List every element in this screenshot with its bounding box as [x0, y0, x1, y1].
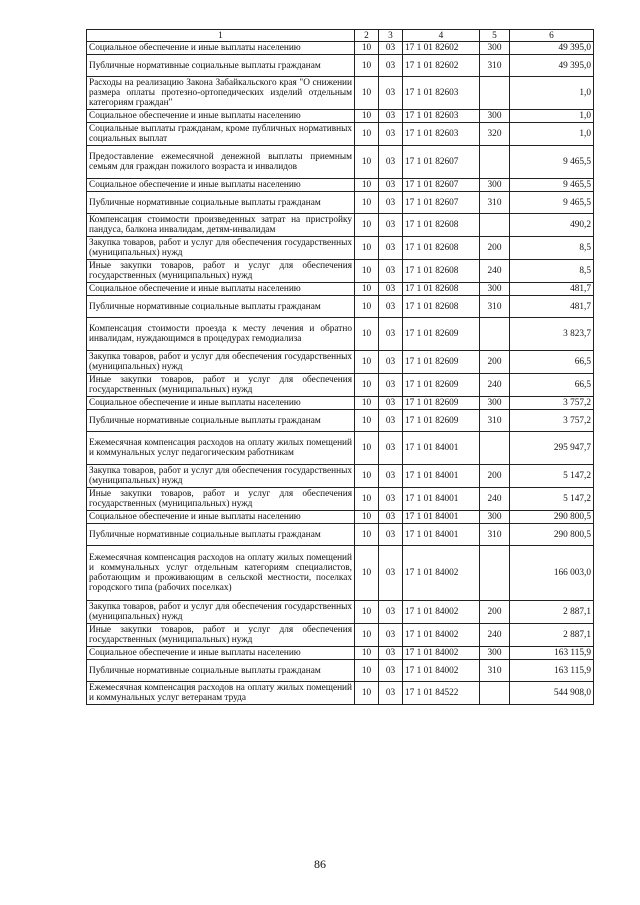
- cell-name: Публичные нормативные социальные выплаты гражданам: [87, 296, 355, 318]
- cell-name: Иные закупки товаров, работ и услуг для обеспечения государственных (муниципальных) нужд: [87, 374, 355, 397]
- cell-pr: 03: [379, 682, 403, 705]
- cell-pr: 03: [379, 465, 403, 488]
- cell-csr: 17 1 01 84002: [403, 546, 480, 601]
- cell-rz: 10: [355, 660, 379, 682]
- cell-rz: 10: [355, 110, 379, 123]
- cell-csr: 17 1 01 82602: [403, 55, 480, 77]
- cell-sum: 2 887,1: [510, 601, 594, 624]
- header-cell-csr: 4: [403, 30, 480, 42]
- cell-vr: 300: [480, 511, 510, 524]
- cell-vr: 200: [480, 351, 510, 374]
- cell-vr: 300: [480, 179, 510, 192]
- cell-rz: 10: [355, 55, 379, 77]
- cell-name: Социальное обеспечение и иные выплаты населению: [87, 511, 355, 524]
- cell-pr: 03: [379, 192, 403, 214]
- cell-sum: 8,5: [510, 260, 594, 283]
- cell-csr: 17 1 01 82603: [403, 123, 480, 146]
- cell-pr: 03: [379, 624, 403, 647]
- table-row: [87, 214, 594, 237]
- cell-pr: 03: [379, 351, 403, 374]
- header-cell-sum: 6: [510, 30, 594, 42]
- cell-name: Публичные нормативные социальные выплаты гражданам: [87, 55, 355, 77]
- cell-pr: 03: [379, 179, 403, 192]
- cell-name: Ежемесячная компенсация расходов на оплату жилых помещений и коммунальных услуг педагогическим работникам: [87, 432, 355, 465]
- cell-rz: 10: [355, 179, 379, 192]
- cell-sum: 290 800,5: [510, 524, 594, 546]
- cell-csr: 17 1 01 82609: [403, 397, 480, 410]
- cell-sum: 295 947,7: [510, 432, 594, 465]
- table-row: [87, 601, 594, 624]
- cell-name: Социальное обеспечение и иные выплаты населению: [87, 647, 355, 660]
- cell-name: Ежемесячная компенсация расходов на оплату жилых помещений и коммунальных услуг ветеранам труда: [87, 682, 355, 705]
- cell-csr: 17 1 01 82608: [403, 237, 480, 260]
- cell-sum: 290 800,5: [510, 511, 594, 524]
- cell-name: Компенсация стоимости проезда к месту лечения и обратно инвалидам, нуждающимся в процедурах гемодиализа: [87, 318, 355, 351]
- cell-rz: 10: [355, 318, 379, 351]
- cell-pr: 03: [379, 647, 403, 660]
- cell-sum: 9 465,5: [510, 192, 594, 214]
- cell-vr: 310: [480, 410, 510, 432]
- table-row: [87, 546, 594, 601]
- cell-name: Иные закупки товаров, работ и услуг для обеспечения государственных (муниципальных) нужд: [87, 260, 355, 283]
- cell-rz: 10: [355, 77, 379, 110]
- table-row: [87, 237, 594, 260]
- cell-rz: 10: [355, 488, 379, 511]
- table-row: [87, 283, 594, 296]
- cell-csr: 17 1 01 82608: [403, 283, 480, 296]
- cell-vr: 310: [480, 524, 510, 546]
- cell-name: Закупка товаров, работ и услуг для обеспечения государственных (муниципальных) нужд: [87, 465, 355, 488]
- cell-pr: 03: [379, 410, 403, 432]
- cell-csr: 17 1 01 82603: [403, 110, 480, 123]
- cell-sum: 2 887,1: [510, 624, 594, 647]
- cell-pr: 03: [379, 660, 403, 682]
- cell-vr: 310: [480, 192, 510, 214]
- cell-csr: 17 1 01 84002: [403, 660, 480, 682]
- cell-pr: 03: [379, 283, 403, 296]
- cell-pr: 03: [379, 546, 403, 601]
- cell-rz: 10: [355, 351, 379, 374]
- cell-name: Закупка товаров, работ и услуг для обеспечения государственных (муниципальных) нужд: [87, 237, 355, 260]
- cell-sum: 490,2: [510, 214, 594, 237]
- cell-vr: 200: [480, 237, 510, 260]
- table-row: [87, 682, 594, 705]
- table-row: [87, 351, 594, 374]
- cell-name: Иные закупки товаров, работ и услуг для обеспечения государственных (муниципальных) нужд: [87, 488, 355, 511]
- cell-sum: 66,5: [510, 374, 594, 397]
- cell-rz: 10: [355, 410, 379, 432]
- cell-vr: [480, 546, 510, 601]
- table-row: [87, 55, 594, 77]
- table-row: [87, 318, 594, 351]
- cell-pr: 03: [379, 524, 403, 546]
- cell-rz: 10: [355, 260, 379, 283]
- cell-sum: 3 757,2: [510, 397, 594, 410]
- cell-sum: 481,7: [510, 283, 594, 296]
- table-row: [87, 624, 594, 647]
- cell-vr: 310: [480, 296, 510, 318]
- cell-csr: 17 1 01 82607: [403, 179, 480, 192]
- cell-sum: 1,0: [510, 123, 594, 146]
- cell-csr: 17 1 01 82609: [403, 351, 480, 374]
- cell-rz: 10: [355, 397, 379, 410]
- cell-vr: 200: [480, 601, 510, 624]
- table-row: [87, 123, 594, 146]
- cell-sum: 163 115,9: [510, 647, 594, 660]
- cell-name: Публичные нормативные социальные выплаты гражданам: [87, 524, 355, 546]
- cell-sum: 9 465,5: [510, 179, 594, 192]
- table-row: [87, 296, 594, 318]
- cell-sum: 544 908,0: [510, 682, 594, 705]
- table-row: [87, 192, 594, 214]
- cell-vr: 240: [480, 488, 510, 511]
- cell-vr: 200: [480, 465, 510, 488]
- budget-table: [86, 29, 594, 705]
- cell-pr: 03: [379, 296, 403, 318]
- cell-csr: 17 1 01 84001: [403, 524, 480, 546]
- cell-sum: 5 147,2: [510, 488, 594, 511]
- page-number: 86: [314, 857, 326, 871]
- cell-csr: 17 1 01 82608: [403, 214, 480, 237]
- cell-rz: 10: [355, 511, 379, 524]
- table-row: [87, 660, 594, 682]
- cell-sum: 9 465,5: [510, 146, 594, 179]
- cell-pr: 03: [379, 110, 403, 123]
- cell-rz: 10: [355, 192, 379, 214]
- cell-pr: 03: [379, 374, 403, 397]
- cell-vr: [480, 318, 510, 351]
- cell-pr: 03: [379, 214, 403, 237]
- cell-rz: 10: [355, 374, 379, 397]
- cell-name: Публичные нормативные социальные выплаты гражданам: [87, 410, 355, 432]
- cell-rz: 10: [355, 601, 379, 624]
- header-cell-pr: 3: [379, 30, 403, 42]
- cell-rz: 10: [355, 524, 379, 546]
- cell-sum: 49 395,0: [510, 42, 594, 55]
- table-row: [87, 146, 594, 179]
- cell-name: Социальное обеспечение и иные выплаты населению: [87, 283, 355, 296]
- cell-name: Публичные нормативные социальные выплаты гражданам: [87, 660, 355, 682]
- cell-csr: 17 1 01 84001: [403, 432, 480, 465]
- cell-vr: [480, 214, 510, 237]
- cell-name: Социальное обеспечение и иные выплаты населению: [87, 397, 355, 410]
- cell-name: Публичные нормативные социальные выплаты гражданам: [87, 192, 355, 214]
- table-row: [87, 465, 594, 488]
- cell-name: Ежемесячная компенсация расходов на оплату жилых помещений и коммунальных услуг отдельным категориям специалистов, работающим и проживающим в сельской местности, поселках городского типа (рабочих поселках): [87, 546, 355, 601]
- cell-rz: 10: [355, 42, 379, 55]
- cell-csr: 17 1 01 82602: [403, 42, 480, 55]
- cell-rz: 10: [355, 146, 379, 179]
- table-row: [87, 432, 594, 465]
- table-row: [87, 511, 594, 524]
- cell-pr: 03: [379, 397, 403, 410]
- cell-pr: 03: [379, 55, 403, 77]
- cell-name: Закупка товаров, работ и услуг для обеспечения государственных (муниципальных) нужд: [87, 351, 355, 374]
- cell-rz: 10: [355, 296, 379, 318]
- table-row: [87, 110, 594, 123]
- cell-sum: 66,5: [510, 351, 594, 374]
- cell-csr: 17 1 01 84002: [403, 601, 480, 624]
- cell-vr: [480, 682, 510, 705]
- cell-rz: 10: [355, 647, 379, 660]
- cell-pr: 03: [379, 237, 403, 260]
- table-row: [87, 397, 594, 410]
- cell-vr: [480, 432, 510, 465]
- cell-csr: 17 1 01 82607: [403, 192, 480, 214]
- cell-sum: 3 757,2: [510, 410, 594, 432]
- cell-vr: 240: [480, 260, 510, 283]
- cell-rz: 10: [355, 214, 379, 237]
- cell-pr: 03: [379, 146, 403, 179]
- cell-name: Расходы на реализацию Закона Забайкальского края "О снижении размера оплаты протезно-ортопедических изделий отдельным категориям граждан": [87, 77, 355, 110]
- cell-pr: 03: [379, 601, 403, 624]
- cell-csr: 17 1 01 82609: [403, 374, 480, 397]
- cell-name: Социальное обеспечение и иные выплаты населению: [87, 42, 355, 55]
- cell-pr: 03: [379, 488, 403, 511]
- cell-rz: 10: [355, 682, 379, 705]
- table-row: [87, 77, 594, 110]
- cell-sum: 49 395,0: [510, 55, 594, 77]
- cell-sum: 166 003,0: [510, 546, 594, 601]
- cell-vr: [480, 77, 510, 110]
- cell-pr: 03: [379, 432, 403, 465]
- cell-csr: 17 1 01 82608: [403, 260, 480, 283]
- cell-name: Иные закупки товаров, работ и услуг для обеспечения государственных (муниципальных) нужд: [87, 624, 355, 647]
- table-row: [87, 488, 594, 511]
- cell-csr: 17 1 01 84002: [403, 647, 480, 660]
- header-row: [87, 30, 594, 42]
- cell-csr: 17 1 01 82609: [403, 410, 480, 432]
- cell-sum: 1,0: [510, 110, 594, 123]
- cell-name: Социальное обеспечение и иные выплаты населению: [87, 110, 355, 123]
- header-cell-rz: 2: [355, 30, 379, 42]
- cell-rz: 10: [355, 237, 379, 260]
- cell-csr: 17 1 01 84522: [403, 682, 480, 705]
- cell-rz: 10: [355, 123, 379, 146]
- cell-pr: 03: [379, 318, 403, 351]
- cell-vr: 240: [480, 374, 510, 397]
- cell-pr: 03: [379, 42, 403, 55]
- cell-csr: 17 1 01 82607: [403, 146, 480, 179]
- cell-name: Социальное обеспечение и иные выплаты населению: [87, 179, 355, 192]
- cell-vr: 300: [480, 283, 510, 296]
- cell-csr: 17 1 01 82609: [403, 318, 480, 351]
- cell-name: Социальные выплаты гражданам, кроме публичных нормативных социальных выплат: [87, 123, 355, 146]
- header-cell-name: 1: [87, 30, 355, 42]
- cell-pr: 03: [379, 77, 403, 110]
- cell-rz: 10: [355, 432, 379, 465]
- cell-csr: 17 1 01 84001: [403, 511, 480, 524]
- cell-csr: 17 1 01 82603: [403, 77, 480, 110]
- table-row: [87, 410, 594, 432]
- cell-csr: 17 1 01 84002: [403, 624, 480, 647]
- cell-sum: 481,7: [510, 296, 594, 318]
- cell-rz: 10: [355, 465, 379, 488]
- cell-name: Компенсация стоимости произведенных затрат на пристройку пандуса, балкона инвалидам, детям-инвалидам: [87, 214, 355, 237]
- table-row: [87, 647, 594, 660]
- cell-vr: 320: [480, 123, 510, 146]
- cell-vr: 300: [480, 647, 510, 660]
- cell-pr: 03: [379, 123, 403, 146]
- cell-name: Закупка товаров, работ и услуг для обеспечения государственных (муниципальных) нужд: [87, 601, 355, 624]
- cell-sum: 5 147,2: [510, 465, 594, 488]
- cell-vr: 300: [480, 42, 510, 55]
- table-row: [87, 260, 594, 283]
- table-row: [87, 524, 594, 546]
- cell-rz: 10: [355, 624, 379, 647]
- cell-rz: 10: [355, 283, 379, 296]
- cell-vr: 300: [480, 397, 510, 410]
- cell-rz: 10: [355, 546, 379, 601]
- header-cell-vr: 5: [480, 30, 510, 42]
- cell-sum: 1,0: [510, 77, 594, 110]
- cell-vr: 300: [480, 110, 510, 123]
- cell-name: Предоставление ежемесячной денежной выплаты приемным семьям для граждан пожилого возраста и инвалидов: [87, 146, 355, 179]
- cell-sum: 8,5: [510, 237, 594, 260]
- cell-vr: [480, 146, 510, 179]
- table-row: [87, 42, 594, 55]
- cell-vr: 310: [480, 660, 510, 682]
- cell-csr: 17 1 01 84001: [403, 488, 480, 511]
- table-row: [87, 179, 594, 192]
- cell-pr: 03: [379, 511, 403, 524]
- cell-csr: 17 1 01 82608: [403, 296, 480, 318]
- cell-vr: 240: [480, 624, 510, 647]
- table-row: [87, 374, 594, 397]
- cell-csr: 17 1 01 84001: [403, 465, 480, 488]
- cell-vr: 310: [480, 55, 510, 77]
- cell-sum: 3 823,7: [510, 318, 594, 351]
- cell-pr: 03: [379, 260, 403, 283]
- cell-sum: 163 115,9: [510, 660, 594, 682]
